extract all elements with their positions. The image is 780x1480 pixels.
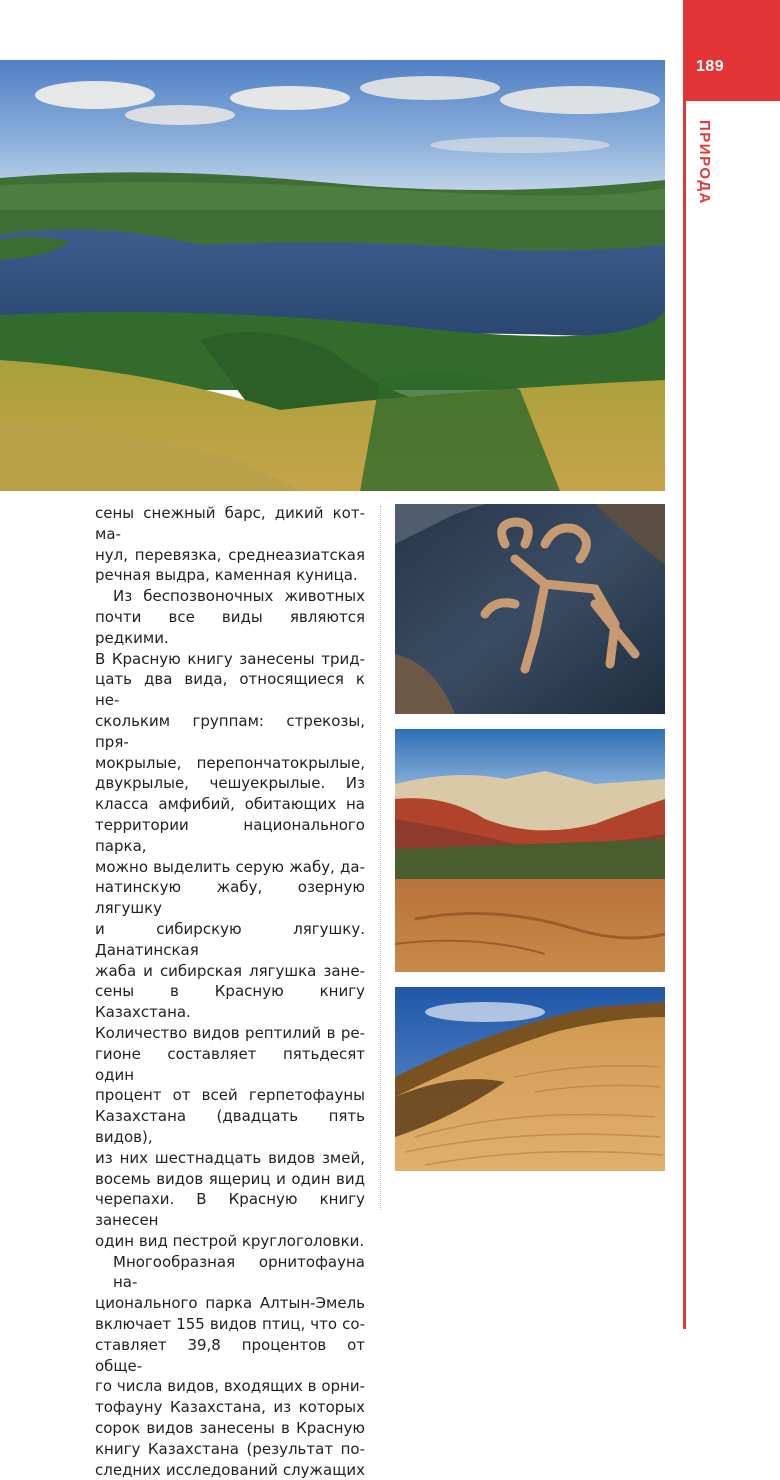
text-line: Многообразная орнитофауна на- bbox=[113, 1252, 365, 1292]
paragraph-1 bbox=[95, 503, 365, 586]
paragraph-3 bbox=[95, 1252, 365, 1480]
text-line: почти все виды являются редкими. bbox=[95, 607, 365, 647]
text-line: класса амфибий, обитающих на bbox=[95, 795, 365, 814]
text-line: цать два вида, относящиеся к не- bbox=[95, 670, 365, 710]
text-line: и сибирскую лягушку. Данатинская bbox=[95, 919, 365, 959]
column-divider bbox=[380, 506, 381, 1210]
text-line: восемь видов ящериц и один вид bbox=[95, 1169, 365, 1188]
text-line: ставляет 39,8 процентов от обще- bbox=[95, 1335, 365, 1375]
text-line: следних исследований служащих bbox=[95, 1460, 365, 1479]
text-line: сены в Красную книгу Казахстана. bbox=[95, 982, 365, 1022]
text-line: территории национального парка, bbox=[95, 815, 365, 855]
text-line: один вид пестрой круглоголовки. bbox=[95, 1231, 365, 1250]
text-line: можно выделить серую жабу, да- bbox=[95, 857, 365, 876]
text-line: натинскую жабу, озерную лягушку bbox=[95, 878, 365, 918]
text-line: гионе составляет пятьдесят один bbox=[95, 1044, 365, 1084]
text-line: сены снежный барс, дикий кот-ма- bbox=[95, 504, 365, 543]
text-line: речная выдра, каменная куница. bbox=[95, 566, 358, 585]
text-line: Количество видов рептилий в ре- bbox=[95, 1023, 365, 1042]
lake-forest-photo bbox=[0, 60, 665, 491]
text-line: нул, перевязка, среднеазиатская bbox=[95, 545, 365, 564]
page-side-rule bbox=[683, 0, 686, 1329]
text-line: мокрылые, перепончатокрылые, bbox=[95, 753, 365, 772]
text-line: из них шестнадцать видов змей, bbox=[95, 1148, 365, 1167]
text-line: включает 155 видов птиц, что со- bbox=[95, 1315, 365, 1334]
red-mountains-photo bbox=[395, 729, 665, 972]
text-line: скольким группам: стрекозы, пря- bbox=[95, 711, 365, 751]
petroglyph-photo bbox=[395, 504, 665, 714]
text-line: процент от всей герпетофауны bbox=[95, 1086, 365, 1105]
text-line: двукрылые, чешуекрылые. Из bbox=[95, 774, 365, 793]
text-line: В Красную книгу занесены трид- bbox=[95, 649, 365, 668]
text-line: книгу Казахстана (результат по- bbox=[95, 1439, 365, 1458]
sand-dune-photo bbox=[395, 987, 665, 1171]
text-line: сорок видов занесены в Красную bbox=[95, 1419, 365, 1438]
text-line: ционального парка Алтын-Эмель bbox=[95, 1294, 365, 1313]
section-label: ПРИРОДА bbox=[696, 120, 713, 205]
text-line: черепахи. В Красную книгу занесен bbox=[95, 1190, 365, 1230]
body-text-column bbox=[95, 503, 365, 1480]
text-line: го числа видов, входящих в орни- bbox=[95, 1377, 365, 1396]
paragraph-2 bbox=[95, 586, 365, 1252]
text-line: тофауну Казахстана, из которых bbox=[95, 1398, 365, 1417]
text-line: Из беспозвоночных животных bbox=[113, 587, 365, 606]
text-line: Казахстана (двадцать пять видов), bbox=[95, 1107, 365, 1146]
page-number-tab bbox=[684, 0, 780, 101]
text-line: жаба и сибирская лягушка зане- bbox=[95, 961, 365, 980]
page-number: 189 bbox=[696, 58, 725, 75]
